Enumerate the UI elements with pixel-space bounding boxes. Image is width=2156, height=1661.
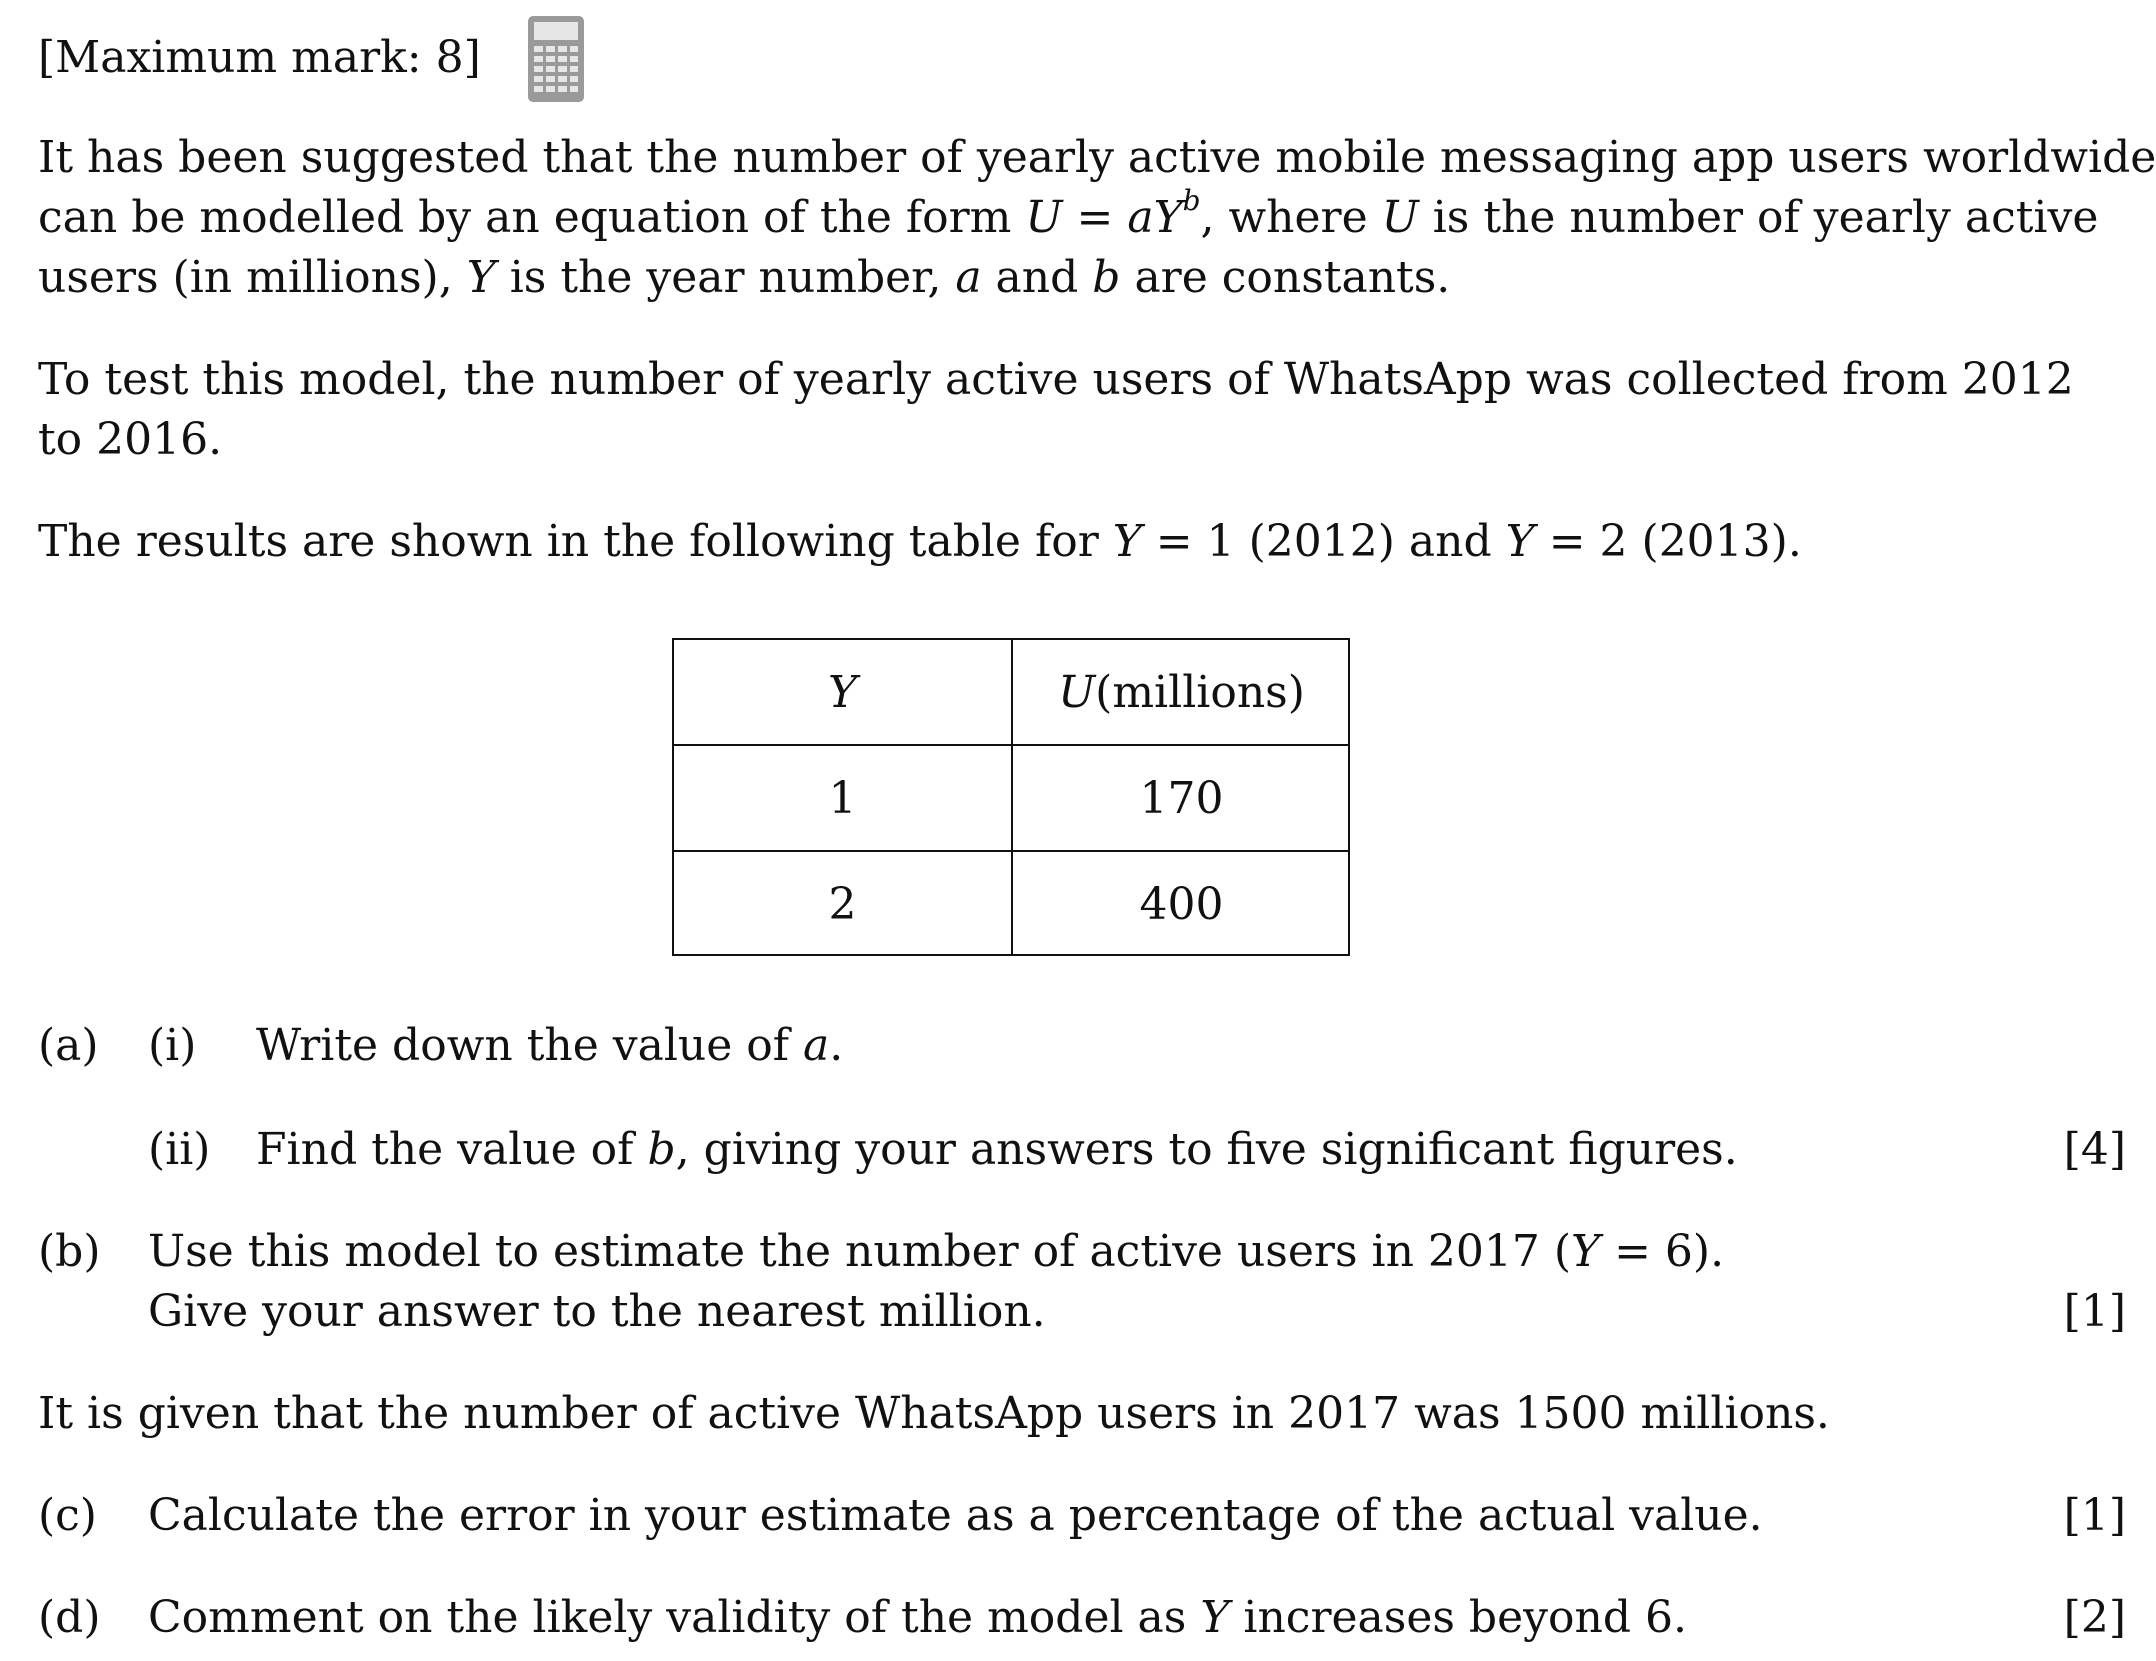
- part-a-label: (a): [38, 1020, 99, 1071]
- table-header-u: [1013, 640, 1350, 744]
- question-text: Use this model to estimate the number of active users in 2017 (: [148, 1226, 1572, 1277]
- math-var: Y: [1571, 1226, 1601, 1277]
- part-d-label: (d): [38, 1592, 101, 1643]
- part-a-ii-label: (ii): [148, 1124, 211, 1175]
- results-line: [38, 512, 1802, 572]
- math-var: a: [803, 1020, 830, 1071]
- test-line-1: To test this model, the number of yearly active users of WhatsApp was collected from 2012: [38, 354, 2074, 405]
- part-b-label: (b): [38, 1226, 101, 1277]
- results-text: = 2 (2013).: [1534, 516, 1802, 567]
- part-a-i-label: (i): [148, 1020, 197, 1071]
- unit-text: (millions): [1095, 666, 1305, 718]
- intro-text: is the number of yearly active: [1418, 192, 2099, 243]
- table-cell: 170: [1139, 772, 1224, 824]
- math-var: a: [955, 252, 982, 303]
- intro-text: users (in millions),: [38, 252, 467, 303]
- calculator-icon: [526, 14, 586, 104]
- math-var: U: [1381, 192, 1419, 243]
- intro-text: =: [1062, 192, 1128, 243]
- intro-line-2: [38, 184, 2099, 248]
- math-var: Y: [1112, 516, 1142, 567]
- table-cell: 400: [1139, 878, 1224, 930]
- intro-line-1: It has been suggested that the number of yearly active mobile messaging app users worldwide: [38, 132, 2156, 183]
- math-var: Y: [1153, 192, 1183, 243]
- math-var: Y: [1200, 1592, 1230, 1643]
- math-var: U: [1058, 666, 1096, 718]
- math-var: b: [647, 1124, 676, 1175]
- intro-text: , where: [1200, 192, 1382, 243]
- part-c-label: (c): [38, 1490, 97, 1541]
- math-var: U: [1025, 192, 1063, 243]
- part-a-ii-text: [256, 1120, 1738, 1180]
- math-var: a: [1127, 192, 1154, 243]
- marks-d: [2]: [2063, 1592, 2126, 1643]
- marks-c: [1]: [2063, 1490, 2126, 1541]
- question-text: .: [829, 1020, 844, 1071]
- intro-text: and: [981, 252, 1093, 303]
- math-var: Y: [466, 252, 496, 303]
- intro-text: can be modelled by an equation of the form: [38, 192, 1026, 243]
- given-statement: It is given that the number of active WhatsApp users in 2017 was 1500 millions.: [38, 1388, 1830, 1439]
- question-text: = 6).: [1600, 1226, 1725, 1277]
- question-text: , giving your answers to five significant figures.: [675, 1124, 1738, 1175]
- question-text: Find the value of: [256, 1124, 648, 1175]
- part-c-text: Calculate the error in your estimate as a percentage of the actual value.: [148, 1490, 1763, 1541]
- math-var: b: [1092, 252, 1121, 303]
- part-a-i-text: [256, 1016, 843, 1076]
- table-header-y: Y: [827, 666, 858, 718]
- question-text: increases beyond 6.: [1229, 1592, 1687, 1643]
- intro-text: is the year number,: [495, 252, 956, 303]
- intro-line-3: [38, 248, 1450, 308]
- question-text: Write down the value of: [256, 1020, 804, 1071]
- data-table: [672, 638, 1350, 956]
- test-line-2: to 2016.: [38, 414, 223, 465]
- part-b-line-2: Give your answer to the nearest million.: [148, 1286, 1046, 1337]
- marks-a: [4]: [2063, 1124, 2126, 1175]
- table-cell: 2: [828, 878, 857, 930]
- part-b-line-1: [148, 1222, 1724, 1282]
- math-exponent: b: [1182, 184, 1201, 217]
- maximum-mark: [Maximum mark: 8]: [38, 32, 481, 83]
- table-cell: 1: [828, 772, 857, 824]
- marks-b: [1]: [2063, 1286, 2126, 1337]
- part-d-text: [148, 1588, 1687, 1648]
- results-text: = 1 (2012) and: [1141, 516, 1506, 567]
- results-text: The results are shown in the following table for: [38, 516, 1113, 567]
- question-text: Comment on the likely validity of the model as: [148, 1592, 1201, 1643]
- intro-text: are constants.: [1120, 252, 1451, 303]
- math-var: Y: [1505, 516, 1535, 567]
